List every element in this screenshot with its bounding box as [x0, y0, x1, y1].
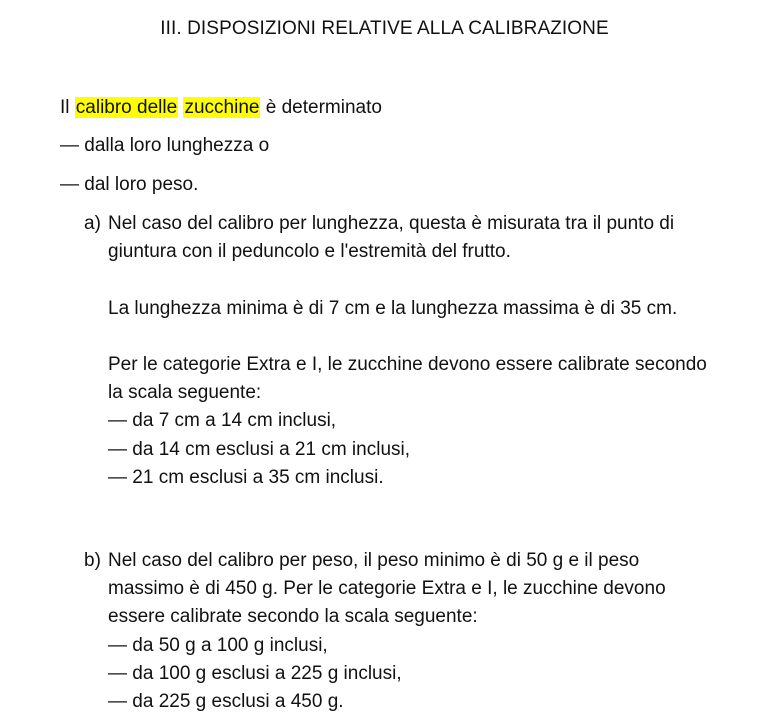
- item-a-paragraph-3: Per le categorie Extra e I, le zucchine devono essere calibrate secondo la scala seguente:: [108, 353, 707, 404]
- item-a-paragraph-1: Nel caso del calibro per lunghezza, questa è misurata tra il punto di giuntura con il peduncolo e l'estremità del frutto.: [108, 213, 675, 263]
- intro-line: [60, 96, 382, 120]
- item-b-body: [108, 547, 708, 716]
- item-b-marker: b): [84, 550, 101, 571]
- item-b-bullet-1: — da 50 g a 100 g inclusi,: [108, 634, 328, 656]
- item-a-bullet-2: — da 14 cm esclusi a 21 cm inclusi,: [108, 438, 411, 460]
- item-a-body: [108, 210, 708, 492]
- highlight-calibro-delle: calibro delle: [75, 97, 178, 118]
- item-a-bullet-3: — 21 cm esclusi a 35 cm inclusi.: [108, 466, 384, 488]
- item-b-bullet-3: — da 225 g esclusi a 450 g.: [108, 691, 344, 713]
- item-a-bullet-1: — da 7 cm a 14 cm inclusi,: [108, 410, 337, 432]
- item-a-marker: a): [84, 213, 101, 234]
- intro-prefix: Il: [60, 97, 75, 118]
- dash-line-weight: — dal loro peso.: [60, 174, 199, 195]
- item-b-bullet-2: — da 100 g esclusi a 225 g inclusi,: [108, 662, 402, 684]
- item-a-paragraph-2: La lunghezza minima è di 7 cm e la lunghezza massima è di 35 cm.: [108, 297, 678, 319]
- item-b-paragraph-1: Nel caso del calibro per peso, il peso minimo è di 50 g e il peso massimo è di 450 g. Per le categorie Extra e I, le zucchine devono essere calibrate secondo la scala seguente:: [108, 550, 666, 628]
- highlight-zucchine: zucchine: [184, 97, 260, 118]
- section-title: III. DISPOSIZIONI RELATIVE ALLA CALIBRAZIONE: [160, 18, 609, 39]
- intro-suffix: è determinato: [260, 97, 382, 118]
- dash-line-length: — dalla loro lunghezza o: [60, 135, 270, 156]
